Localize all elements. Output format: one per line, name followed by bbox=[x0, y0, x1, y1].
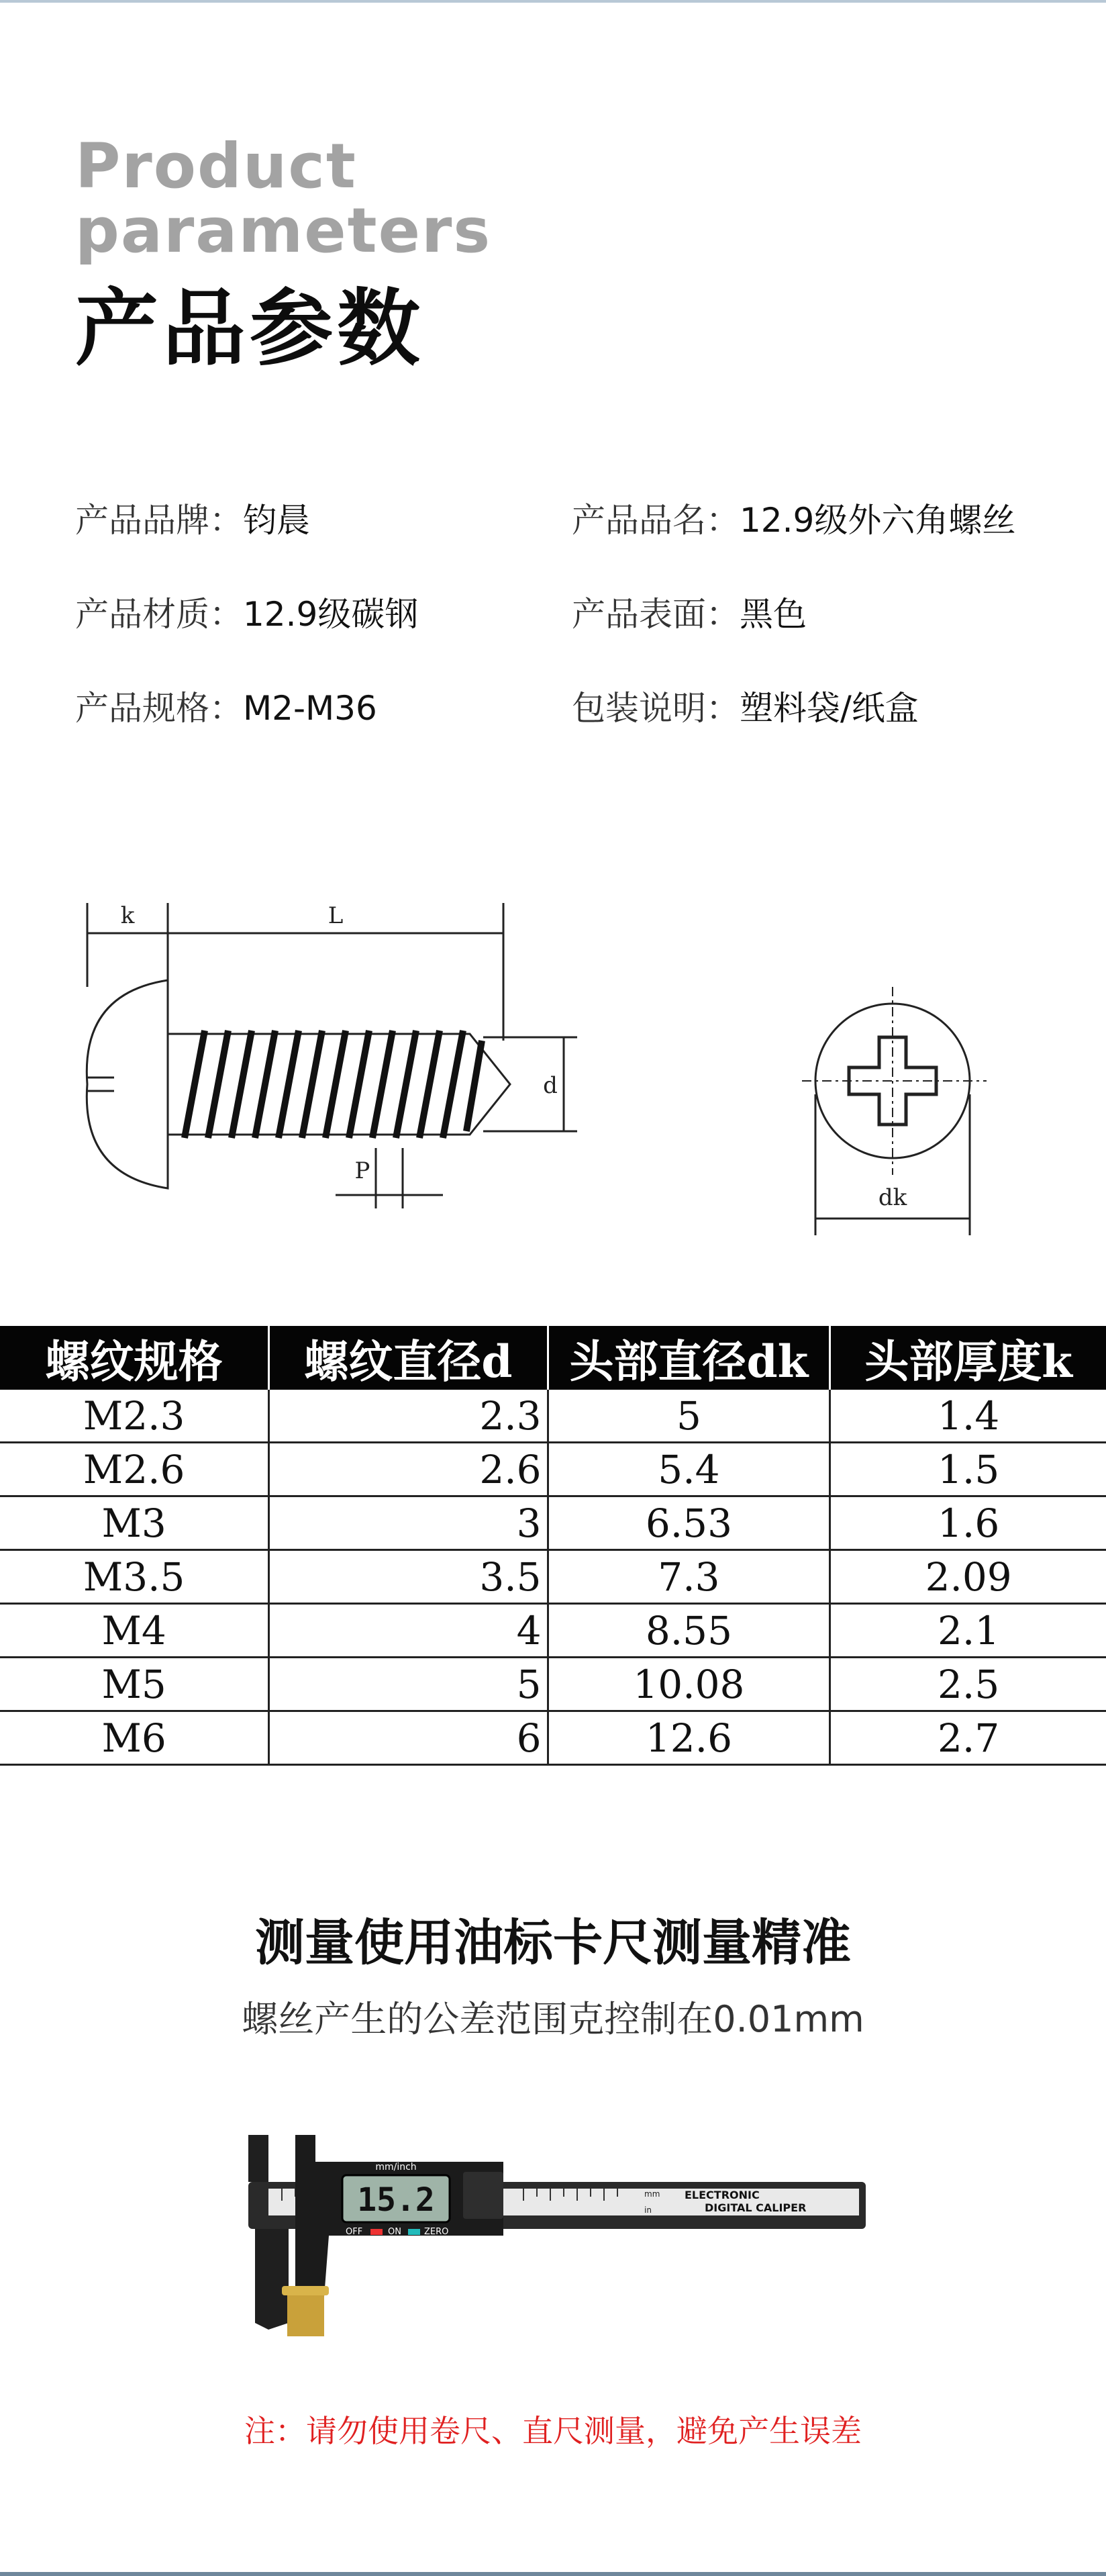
table-cell: M2.3 bbox=[0, 1390, 269, 1443]
table-cell: M5 bbox=[0, 1658, 269, 1711]
diagram-label-dk: dk bbox=[878, 1184, 907, 1211]
caliper-on-button: ON bbox=[388, 2227, 401, 2237]
param-label: 产品品牌： bbox=[75, 501, 243, 540]
param-row bbox=[75, 594, 1068, 688]
table-cell: 1.6 bbox=[830, 1496, 1106, 1550]
col-header: 头部直径dk bbox=[548, 1326, 830, 1390]
caliper-brand-line1: ELECTRONIC bbox=[685, 2189, 760, 2201]
col-header: 头部厚度k bbox=[830, 1326, 1106, 1390]
table-cell: M3.5 bbox=[0, 1550, 269, 1604]
table-cell: 2.09 bbox=[830, 1550, 1106, 1604]
spec-table-header bbox=[0, 1326, 1106, 1390]
table-cell: 2.6 bbox=[269, 1443, 548, 1496]
table-cell: 3.5 bbox=[269, 1550, 548, 1604]
caliper-scale-in: in bbox=[644, 2205, 652, 2215]
table-cell: 5 bbox=[269, 1658, 548, 1711]
param-label: 包装说明： bbox=[572, 689, 740, 728]
table-cell: 2.3 bbox=[269, 1390, 548, 1443]
col-header: 螺纹直径d bbox=[269, 1326, 548, 1390]
table-cell: 8.55 bbox=[548, 1604, 830, 1658]
top-border bbox=[0, 0, 1106, 3]
param-label: 产品表面： bbox=[572, 595, 740, 634]
diagram-label-d: d bbox=[543, 1072, 558, 1099]
page-title: 产品参数 bbox=[75, 281, 425, 377]
table-cell: 5.4 bbox=[548, 1443, 830, 1496]
product-params bbox=[75, 500, 1068, 782]
english-heading-line1: Product bbox=[75, 130, 357, 202]
param-value: 黑色 bbox=[740, 595, 807, 634]
caliper-zero-button: ZERO bbox=[424, 2227, 449, 2237]
spec-table bbox=[0, 1326, 1106, 1766]
col-header: 螺纹规格 bbox=[0, 1326, 269, 1390]
english-heading bbox=[75, 130, 492, 267]
table-row bbox=[0, 1550, 1106, 1604]
english-heading-line2: parameters bbox=[75, 195, 492, 267]
param-label: 产品材质： bbox=[75, 595, 243, 634]
measure-subtitle: 螺丝产生的公差范围克控制在0.01mm bbox=[242, 1998, 864, 2040]
bottom-border bbox=[0, 2572, 1106, 2576]
screw-dimension-diagram bbox=[67, 879, 1007, 1249]
table-row bbox=[0, 1658, 1106, 1711]
table-row bbox=[0, 1496, 1106, 1550]
measure-note: 注：请勿使用卷尺、直尺测量，避免产生误差 bbox=[244, 2413, 862, 2449]
param-value: 钧晨 bbox=[243, 501, 310, 540]
table-cell: 6 bbox=[269, 1711, 548, 1765]
param-row bbox=[75, 500, 1068, 594]
caliper-off-button: OFF bbox=[346, 2227, 363, 2237]
param-value: M2-M36 bbox=[243, 689, 377, 728]
table-cell: 2.5 bbox=[830, 1658, 1106, 1711]
digital-caliper-image bbox=[242, 2121, 872, 2350]
table-cell: 3 bbox=[269, 1496, 548, 1550]
table-cell: 6.53 bbox=[548, 1496, 830, 1550]
param-row bbox=[75, 688, 1068, 782]
measure-title: 测量使用油标卡尺测量精准 bbox=[255, 1914, 851, 1972]
table-row bbox=[0, 1443, 1106, 1496]
caliper-brand-line2: DIGITAL CALIPER bbox=[705, 2201, 807, 2214]
table-row bbox=[0, 1711, 1106, 1765]
table-cell: M2.6 bbox=[0, 1443, 269, 1496]
param-value: 12.9级碳钢 bbox=[243, 595, 419, 634]
table-row bbox=[0, 1390, 1106, 1443]
table-cell: M3 bbox=[0, 1496, 269, 1550]
param-value: 12.9级外六角螺丝 bbox=[740, 501, 1016, 540]
table-cell: 10.08 bbox=[548, 1658, 830, 1711]
table-cell: 7.3 bbox=[548, 1550, 830, 1604]
table-cell: 1.4 bbox=[830, 1390, 1106, 1443]
table-cell: M6 bbox=[0, 1711, 269, 1765]
table-row bbox=[0, 1604, 1106, 1658]
table-cell: 4 bbox=[269, 1604, 548, 1658]
diagram-label-L: L bbox=[328, 902, 344, 929]
table-cell: 12.6 bbox=[548, 1711, 830, 1765]
caliper-unit-label: mm/inch bbox=[375, 2162, 417, 2173]
table-cell: M4 bbox=[0, 1604, 269, 1658]
caliper-scale-mm: mm bbox=[644, 2189, 660, 2199]
caliper-display-value: 15.2 bbox=[357, 2181, 435, 2219]
param-value: 塑料袋/纸盒 bbox=[740, 689, 919, 728]
param-label: 产品规格： bbox=[75, 689, 243, 728]
param-label: 产品品名： bbox=[572, 501, 740, 540]
table-cell: 2.7 bbox=[830, 1711, 1106, 1765]
table-cell: 2.1 bbox=[830, 1604, 1106, 1658]
diagram-label-k: k bbox=[120, 902, 135, 929]
table-cell: 1.5 bbox=[830, 1443, 1106, 1496]
table-cell: 5 bbox=[548, 1390, 830, 1443]
diagram-label-P: P bbox=[354, 1157, 370, 1184]
